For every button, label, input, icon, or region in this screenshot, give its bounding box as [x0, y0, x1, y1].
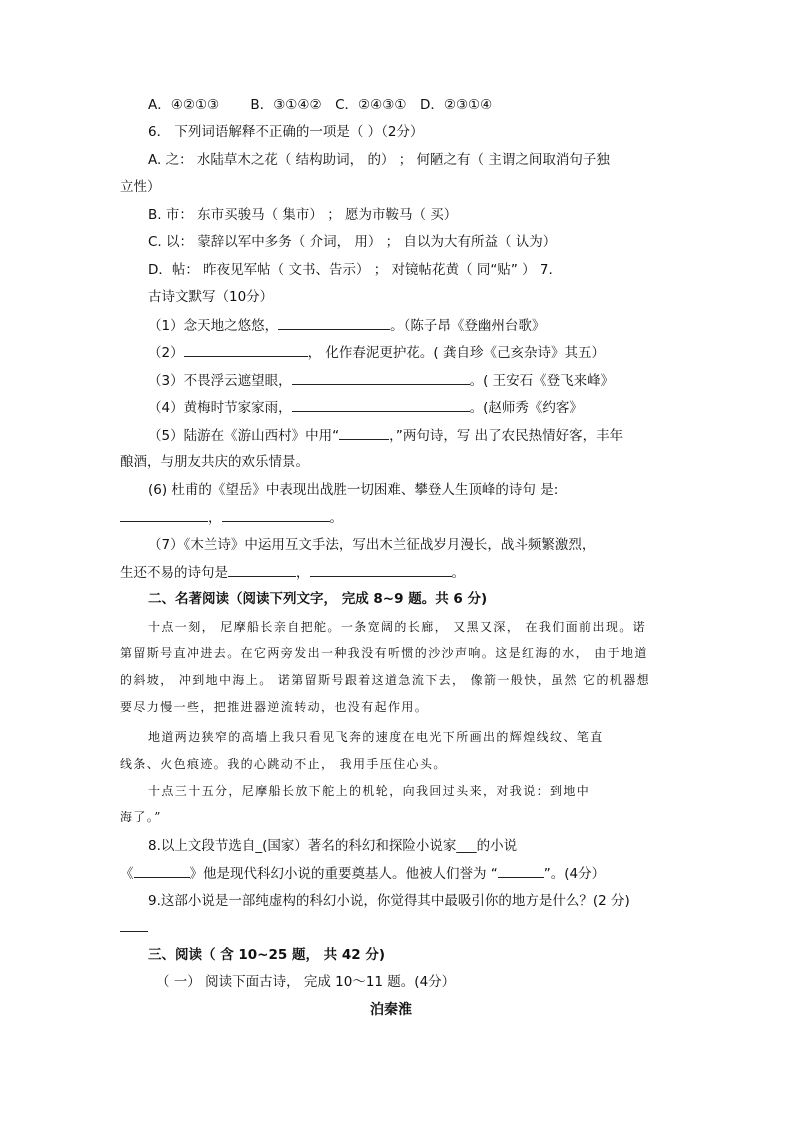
reading-line-7: 十点三十五分，尼摩船长放下舵上的机轮，向我回过头来，对我说：到地中	[148, 784, 591, 798]
poem-item-6: (6) 杜甫的《望岳》中表现出战胜一切困难、攀登人生顶峰的诗句 是:	[148, 482, 559, 498]
poem-item-1-source: 。（陈子昂《登幽州台歌》	[390, 318, 546, 334]
poem-item-4-prompt: （4）黄梅时节家家雨，	[148, 400, 292, 416]
reading-line-1: 十点一刻， 尼摩船长亲自把舵。一条宽阔的长廊， 又黑又深， 在我们面前出现。诺	[148, 620, 647, 634]
answer-blank[interactable]	[339, 426, 389, 440]
poem-item-7: （7）《木兰诗》中运用互文手法，写出木兰征战岁月漫长，战斗频繁激烈，	[148, 537, 596, 553]
poem-item-4-source: 。(赵师秀《约客》	[469, 400, 583, 416]
poem-item-7-cont	[120, 563, 465, 582]
q8-book-open: 《	[120, 866, 134, 882]
subsection-1: （ 一） 阅读下面古诗， 完成 10～11 题。(4分）	[156, 974, 456, 990]
end-mark: 。	[329, 510, 343, 526]
reading-line-2: 第留斯号直冲进去。在它两旁发出一种我没有听惯的沙沙声响。这是红海的水， 由于地道	[120, 646, 648, 660]
poem-item-4	[148, 398, 583, 417]
poem-item-3	[148, 371, 614, 390]
poem-item-5-prompt: （5）陆游在《游山西村》中用“	[148, 428, 340, 444]
answer-blank[interactable]	[120, 508, 208, 522]
answer-blank[interactable]	[184, 343, 308, 357]
reading-line-3: 的斜坡， 冲到地中海上。 诺第留斯号跟着这道急流下去， 像箭一般快，虽然 它的机器想	[120, 673, 651, 687]
answer-blank[interactable]	[134, 864, 190, 878]
reading-line-8: 海了。”	[120, 810, 162, 824]
poem-item-7-prompt: 生还不易的诗句是	[120, 565, 228, 581]
separator: ，	[296, 565, 310, 581]
question-6: 6． 下列词语解释不正确的一项是（ ）（2分）	[148, 124, 424, 140]
q6-option-a: A. 之： 水陆草木之花（ 结构助词， 的） ； 何陋之有（ 主谓之间取消句子独	[148, 152, 610, 168]
end-mark: 。	[451, 565, 465, 581]
answer-blank[interactable]	[120, 918, 148, 932]
line-options-order: A．④②①③ B．③①④② C．②④③① D．②③①④	[148, 97, 493, 113]
reading-line-5: 地道两边狭窄的高墙上我只看见飞奔的速度在电光下所画出的辉煌线纹、笔直	[148, 730, 604, 744]
poem-item-1-prompt: （1）念天地之悠悠，	[148, 318, 279, 334]
poem-title: 泊秦淮	[370, 1002, 412, 1018]
poem-item-3-source: 。( 王安石《登飞来峰》	[469, 373, 615, 389]
question-9: 9.这部小说是一部纯虚构的科幻小说，你觉得其中最吸引你的地方是什么？(2 分)	[148, 893, 630, 909]
section-2-heading: 二、名著阅读（阅读下列文字， 完成 8~9 题。共 6 分)	[148, 591, 488, 607]
poem-item-2-source: ， 化作春泥更护花。( 龚自珍《己亥杂诗》其五）	[307, 345, 605, 361]
q6-option-a-cont: 立性）	[120, 179, 161, 195]
poem-item-5-cont: 酿酒，与朋友共庆的欢乐情景。	[120, 454, 309, 470]
q6-option-b: B. 市： 东市买骏马（ 集市） ； 愿为市鞍马（ 买）	[148, 207, 458, 223]
q8-score: ”。(4分）	[543, 866, 606, 882]
question-8: 8.以上文段节选自_(国家）著名的科幻和探险小说家___的小说	[148, 838, 518, 854]
q6-option-c: C. 以： 蒙辞以军中多务（ 介词， 用） ； 自以为大有所益（ 认为）	[148, 234, 557, 250]
q6-option-d: D．帖： 昨夜见军帖（ 文书、告示） ； 对镜帖花黄（ 同“贴” ） 7.	[148, 262, 553, 278]
answer-blank[interactable]	[498, 864, 544, 878]
poem-item-5	[148, 426, 623, 445]
reading-line-6: 线条、火色痕迹。我的心跳动不止， 我用手压住心头。	[120, 757, 447, 771]
separator: ，	[208, 510, 222, 526]
poem-item-5-desc: ，”两句诗，写 出了农民热情好客，丰年	[389, 428, 624, 444]
answer-blank[interactable]	[278, 316, 390, 330]
poem-item-3-prompt: （3）不畏浮云遮望眼，	[148, 373, 292, 389]
answer-blank[interactable]	[310, 563, 452, 577]
answer-blank[interactable]	[228, 563, 296, 577]
reading-line-4: 要尽力慢一些，把推进器逆流转动，也没有起作用。	[120, 700, 429, 714]
question-7-title: 古诗文默写（10分）	[148, 289, 274, 305]
poem-item-6-answer	[120, 508, 343, 527]
answer-blank[interactable]	[292, 398, 470, 412]
question-8-cont	[120, 864, 605, 883]
poem-item-1	[148, 316, 545, 335]
answer-blank[interactable]	[222, 508, 330, 522]
answer-blank[interactable]	[292, 371, 470, 385]
poem-item-2	[148, 343, 605, 362]
poem-item-2-prompt: （2）	[148, 345, 184, 361]
q8-text: 》他是现代科幻小说的重要奠基人。他被人们誉为 “	[189, 866, 498, 882]
section-3-heading: 三、阅读（ 含 10~25 题， 共 42 分)	[148, 947, 386, 963]
question-9-answer	[120, 918, 148, 937]
